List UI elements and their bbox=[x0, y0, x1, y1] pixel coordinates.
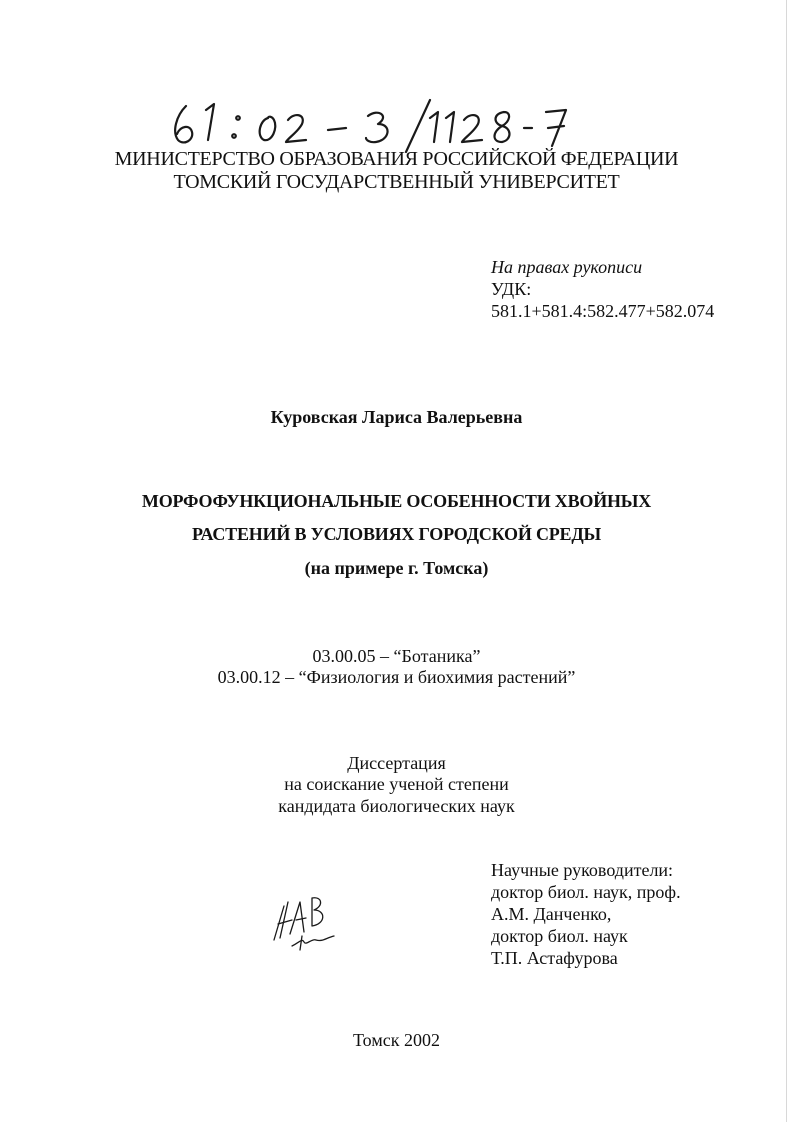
dissertation-purpose: на соискание ученой степени bbox=[284, 774, 509, 794]
ministry-name: МИНИСТЕРСТВО ОБРАЗОВАНИЯ РОССИЙСКОЙ ФЕДЕРАЦИИ bbox=[114, 148, 679, 170]
advisor-1-degree: доктор биол. наук, проф. bbox=[491, 882, 681, 902]
author-name: Куровская Лариса Валерьевна bbox=[270, 407, 523, 427]
advisor-2-degree: доктор биол. наук bbox=[491, 926, 628, 946]
advisor-2-name: Т.П. Астафурова bbox=[491, 948, 618, 968]
specialty-physiology: 03.00.12 – “Физиология и биохимия растений” bbox=[217, 667, 576, 687]
advisors-heading: Научные руководители: bbox=[491, 860, 674, 880]
signature-drawing bbox=[266, 888, 346, 958]
udk-value: 581.1+581.4:582.477+582.074 bbox=[491, 301, 715, 321]
advisor-1-name: А.М. Данченко, bbox=[491, 904, 612, 924]
city-year: Томск 2002 bbox=[353, 1030, 440, 1050]
handwritten-signature bbox=[266, 888, 346, 958]
udk-label: УДК: bbox=[491, 279, 532, 299]
specialty-botany: 03.00.05 – “Ботаника” bbox=[312, 646, 481, 666]
rights-block bbox=[491, 256, 781, 322]
title-subtitle: (на примере г. Томска) bbox=[304, 558, 489, 578]
dissertation-type: Диссертация bbox=[347, 753, 446, 773]
advisors-block bbox=[491, 859, 781, 969]
university-name: ТОМСКИЙ ГОСУДАРСТВЕННЫЙ УНИВЕРСИТЕТ bbox=[173, 171, 620, 193]
dissertation-degree: кандидата биологических наук bbox=[278, 796, 515, 816]
manuscript-note: На правах рукописи bbox=[491, 257, 643, 277]
title-line-1: МОРФОФУНКЦИОНАЛЬНЫЕ ОСОБЕННОСТИ ХВОЙНЫХ bbox=[141, 491, 652, 511]
title-line-2: РАСТЕНИЙ В УСЛОВИЯХ ГОРОДСКОЙ СРЕДЫ bbox=[191, 524, 602, 544]
